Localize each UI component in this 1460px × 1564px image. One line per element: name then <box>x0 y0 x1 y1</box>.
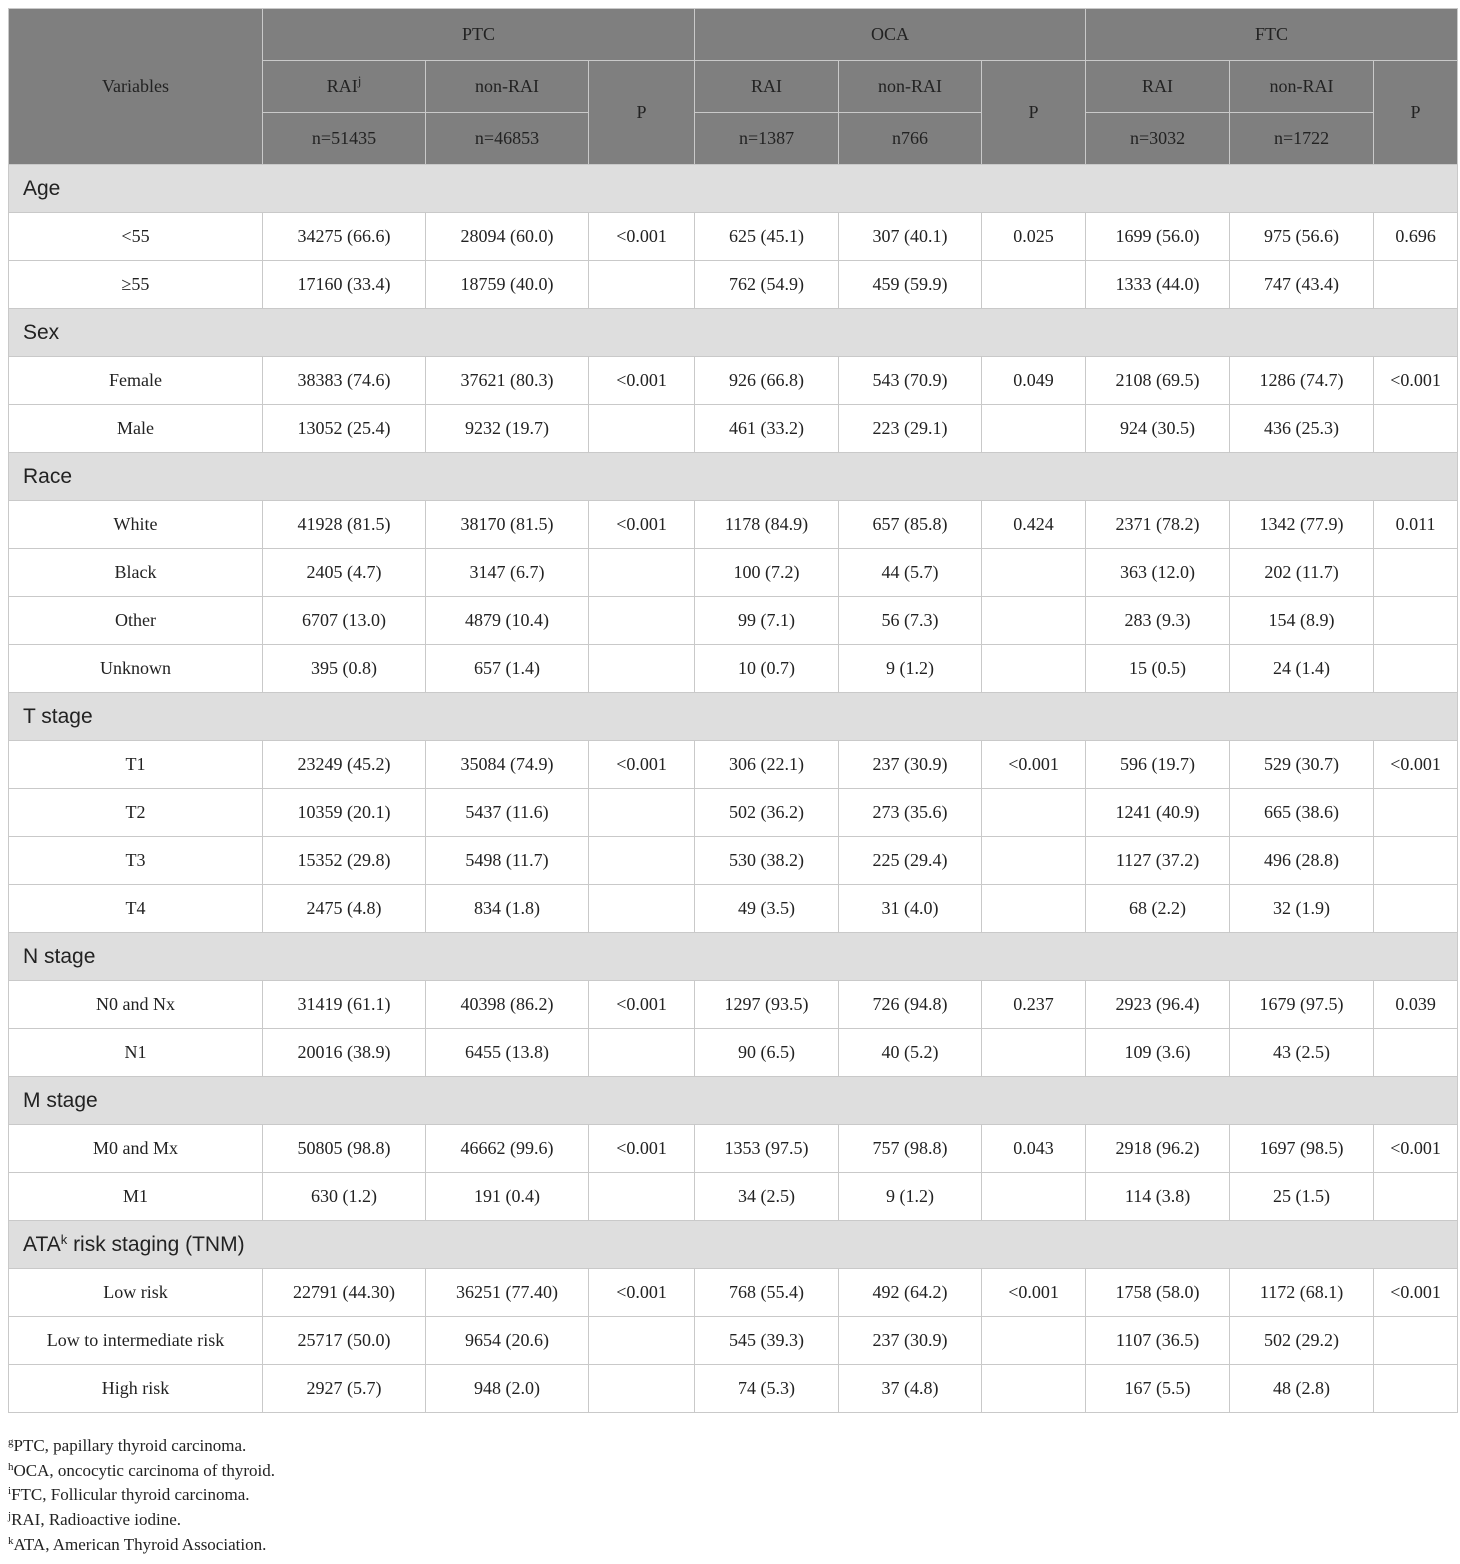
cell-ftc-non-rai: 975 (56.6) <box>1230 213 1374 261</box>
cell-ftc-p <box>1374 885 1458 933</box>
cell-ftc-p <box>1374 1317 1458 1365</box>
cell-oca-non-rai: 459 (59.9) <box>839 261 982 309</box>
table-row <box>9 213 1458 261</box>
cell-ftc-rai: 2108 (69.5) <box>1086 357 1230 405</box>
cell-oca-p: 0.043 <box>982 1125 1086 1173</box>
cell-ptc-p <box>589 789 695 837</box>
cell-ftc-non-rai: 154 (8.9) <box>1230 597 1374 645</box>
header-n-ptc-non: n=46853 <box>426 113 589 165</box>
table-row <box>9 645 1458 693</box>
cell-ftc-non-rai: 665 (38.6) <box>1230 789 1374 837</box>
cell-oca-non-rai: 37 (4.8) <box>839 1365 982 1413</box>
cell-oca-non-rai: 726 (94.8) <box>839 981 982 1029</box>
cell-ptc-rai: 38383 (74.6) <box>263 357 426 405</box>
cell-oca-non-rai: 543 (70.9) <box>839 357 982 405</box>
cell-ptc-rai: 41928 (81.5) <box>263 501 426 549</box>
header-group-ptc: PTC <box>263 9 695 61</box>
table-row <box>9 741 1458 789</box>
footnote-marker: k <box>60 1231 68 1247</box>
cell-ptc-non-rai: 28094 (60.0) <box>426 213 589 261</box>
table-row <box>9 357 1458 405</box>
cell-oca-non-rai: 9 (1.2) <box>839 645 982 693</box>
header-n-ftc-rai: n=3032 <box>1086 113 1230 165</box>
cell-oca-rai: 545 (39.3) <box>695 1317 839 1365</box>
cell-oca-p <box>982 1173 1086 1221</box>
cell-ftc-p: 0.039 <box>1374 981 1458 1029</box>
cell-ptc-p: <0.001 <box>589 1269 695 1317</box>
cell-oca-p <box>982 837 1086 885</box>
cell-ptc-rai: 630 (1.2) <box>263 1173 426 1221</box>
cell-ptc-non-rai: 37621 (80.3) <box>426 357 589 405</box>
cell-ftc-non-rai: 1172 (68.1) <box>1230 1269 1374 1317</box>
table-row <box>9 885 1458 933</box>
cell-ftc-p <box>1374 549 1458 597</box>
section-title: T stage <box>9 693 1458 741</box>
cell-ptc-non-rai: 4879 (10.4) <box>426 597 589 645</box>
results-table <box>8 8 1458 1413</box>
cell-oca-rai: 100 (7.2) <box>695 549 839 597</box>
footnote <box>8 1483 275 1508</box>
cell-oca-p <box>982 261 1086 309</box>
footnote-text: ATA, American Thyroid Association. <box>13 1534 267 1554</box>
cell-oca-rai: 461 (33.2) <box>695 405 839 453</box>
footnote-text: PTC, papillary thyroid carcinoma. <box>13 1436 247 1455</box>
footnote <box>8 1459 275 1484</box>
header-oca-p: P <box>982 61 1086 165</box>
cell-ptc-non-rai: 5498 (11.7) <box>426 837 589 885</box>
cell-ptc-p: <0.001 <box>589 501 695 549</box>
cell-variable: N0 and Nx <box>9 981 263 1029</box>
header-n-oca-rai: n=1387 <box>695 113 839 165</box>
footnote-text: FTC, Follicular thyroid carcinoma. <box>11 1485 250 1505</box>
cell-ftc-rai: 283 (9.3) <box>1086 597 1230 645</box>
cell-ptc-rai: 34275 (66.6) <box>263 213 426 261</box>
cell-ptc-non-rai: 9232 (19.7) <box>426 405 589 453</box>
section-header <box>9 933 1458 981</box>
table-row <box>9 405 1458 453</box>
cell-oca-non-rai: 757 (98.8) <box>839 1125 982 1173</box>
cell-oca-non-rai: 307 (40.1) <box>839 213 982 261</box>
cell-oca-rai: 1178 (84.9) <box>695 501 839 549</box>
cell-ptc-rai: 395 (0.8) <box>263 645 426 693</box>
cell-ftc-p: <0.001 <box>1374 1125 1458 1173</box>
header-n-ptc-rai: n=51435 <box>263 113 426 165</box>
cell-oca-non-rai: 657 (85.8) <box>839 501 982 549</box>
cell-variable: Other <box>9 597 263 645</box>
section-title <box>9 1221 1458 1269</box>
cell-ftc-non-rai: 1342 (77.9) <box>1230 501 1374 549</box>
cell-variable: M0 and Mx <box>9 1125 263 1173</box>
cell-variable: White <box>9 501 263 549</box>
cell-oca-rai: 762 (54.9) <box>695 261 839 309</box>
cell-ftc-p <box>1374 405 1458 453</box>
header-group-oca: OCA <box>695 9 1086 61</box>
section-title: M stage <box>9 1077 1458 1125</box>
cell-variable: Black <box>9 549 263 597</box>
cell-ptc-non-rai: 3147 (6.7) <box>426 549 589 597</box>
cell-ptc-rai: 22791 (44.30) <box>263 1269 426 1317</box>
cell-ptc-non-rai: 35084 (74.9) <box>426 741 589 789</box>
cell-oca-rai: 10 (0.7) <box>695 645 839 693</box>
header-ftc-p: P <box>1374 61 1458 165</box>
table-row <box>9 1365 1458 1413</box>
table-row <box>9 1125 1458 1173</box>
cell-ptc-rai: 6707 (13.0) <box>263 597 426 645</box>
cell-ftc-rai: 68 (2.2) <box>1086 885 1230 933</box>
cell-oca-non-rai: 237 (30.9) <box>839 1317 982 1365</box>
cell-ftc-non-rai: 32 (1.9) <box>1230 885 1374 933</box>
cell-ptc-rai: 15352 (29.8) <box>263 837 426 885</box>
table-row <box>9 261 1458 309</box>
cell-oca-p: 0.237 <box>982 981 1086 1029</box>
cell-ftc-p: <0.001 <box>1374 1269 1458 1317</box>
section-header <box>9 693 1458 741</box>
cell-variable: Male <box>9 405 263 453</box>
section-title-text: risk staging (TNM) <box>67 1232 245 1256</box>
cell-ptc-rai: 20016 (38.9) <box>263 1029 426 1077</box>
cell-oca-rai: 99 (7.1) <box>695 597 839 645</box>
cell-ftc-rai: 1107 (36.5) <box>1086 1317 1230 1365</box>
cell-ptc-non-rai: 38170 (81.5) <box>426 501 589 549</box>
section-title-text: ATA <box>23 1232 61 1256</box>
cell-ftc-p <box>1374 789 1458 837</box>
cell-oca-rai: 34 (2.5) <box>695 1173 839 1221</box>
cell-oca-non-rai: 9 (1.2) <box>839 1173 982 1221</box>
cell-ftc-p: <0.001 <box>1374 357 1458 405</box>
cell-ftc-p: 0.696 <box>1374 213 1458 261</box>
cell-ptc-rai: 25717 (50.0) <box>263 1317 426 1365</box>
cell-ptc-p: <0.001 <box>589 213 695 261</box>
cell-ptc-p <box>589 1317 695 1365</box>
footnote <box>8 1533 275 1558</box>
header-ptc-p: P <box>589 61 695 165</box>
cell-ptc-rai: 2927 (5.7) <box>263 1365 426 1413</box>
section-title: Sex <box>9 309 1458 357</box>
cell-oca-rai: 1297 (93.5) <box>695 981 839 1029</box>
cell-ftc-rai: 2923 (96.4) <box>1086 981 1230 1029</box>
cell-oca-non-rai: 225 (29.4) <box>839 837 982 885</box>
cell-oca-p <box>982 885 1086 933</box>
cell-ptc-p <box>589 645 695 693</box>
cell-oca-p: 0.424 <box>982 501 1086 549</box>
cell-ptc-p <box>589 549 695 597</box>
table-row <box>9 1269 1458 1317</box>
cell-ptc-non-rai: 46662 (99.6) <box>426 1125 589 1173</box>
header-n-oca-non: n766 <box>839 113 982 165</box>
cell-ptc-p <box>589 1173 695 1221</box>
cell-ptc-p <box>589 405 695 453</box>
cell-oca-p: <0.001 <box>982 1269 1086 1317</box>
cell-ptc-p: <0.001 <box>589 981 695 1029</box>
table-row <box>9 789 1458 837</box>
cell-ftc-rai: 167 (5.5) <box>1086 1365 1230 1413</box>
cell-ftc-non-rai: 747 (43.4) <box>1230 261 1374 309</box>
cell-variable: Female <box>9 357 263 405</box>
cell-ptc-non-rai: 36251 (77.40) <box>426 1269 589 1317</box>
cell-ftc-rai: 2371 (78.2) <box>1086 501 1230 549</box>
cell-oca-rai: 502 (36.2) <box>695 789 839 837</box>
cell-ftc-non-rai: 43 (2.5) <box>1230 1029 1374 1077</box>
cell-variable: T4 <box>9 885 263 933</box>
cell-ptc-p: <0.001 <box>589 741 695 789</box>
cell-ftc-rai: 1241 (40.9) <box>1086 789 1230 837</box>
cell-oca-rai: 768 (55.4) <box>695 1269 839 1317</box>
cell-ptc-non-rai: 191 (0.4) <box>426 1173 589 1221</box>
cell-ftc-p <box>1374 1173 1458 1221</box>
footnote-marker: k <box>8 1534 14 1547</box>
cell-variable: M1 <box>9 1173 263 1221</box>
cell-ptc-rai: 50805 (98.8) <box>263 1125 426 1173</box>
cell-ptc-non-rai: 657 (1.4) <box>426 645 589 693</box>
cell-oca-non-rai: 492 (64.2) <box>839 1269 982 1317</box>
cell-oca-rai: 49 (3.5) <box>695 885 839 933</box>
table-row <box>9 549 1458 597</box>
section-header <box>9 309 1458 357</box>
cell-oca-p <box>982 405 1086 453</box>
cell-oca-rai: 306 (22.1) <box>695 741 839 789</box>
cell-ftc-rai: 1333 (44.0) <box>1086 261 1230 309</box>
table-row <box>9 501 1458 549</box>
footnote <box>8 1508 275 1533</box>
cell-variable: T3 <box>9 837 263 885</box>
cell-ftc-rai: 924 (30.5) <box>1086 405 1230 453</box>
cell-oca-non-rai: 223 (29.1) <box>839 405 982 453</box>
cell-ftc-rai: 596 (19.7) <box>1086 741 1230 789</box>
cell-variable: T2 <box>9 789 263 837</box>
cell-variable: Low to intermediate risk <box>9 1317 263 1365</box>
cell-ftc-p: 0.011 <box>1374 501 1458 549</box>
cell-oca-p <box>982 1317 1086 1365</box>
cell-oca-p <box>982 1029 1086 1077</box>
cell-ptc-rai: 31419 (61.1) <box>263 981 426 1029</box>
cell-ptc-p: <0.001 <box>589 357 695 405</box>
cell-ftc-non-rai: 1679 (97.5) <box>1230 981 1374 1029</box>
cell-ptc-rai: 17160 (33.4) <box>263 261 426 309</box>
cell-ptc-p <box>589 261 695 309</box>
section-title: Age <box>9 165 1458 213</box>
header-ftc-non-rai: non-RAI <box>1230 61 1374 113</box>
header-oca-rai: RAI <box>695 61 839 113</box>
cell-ptc-rai: 23249 (45.2) <box>263 741 426 789</box>
cell-ftc-p: <0.001 <box>1374 741 1458 789</box>
cell-ftc-rai: 15 (0.5) <box>1086 645 1230 693</box>
cell-oca-rai: 90 (6.5) <box>695 1029 839 1077</box>
table-row <box>9 597 1458 645</box>
header-variables: Variables <box>9 9 263 165</box>
footnotes <box>8 1434 275 1557</box>
cell-ftc-non-rai: 502 (29.2) <box>1230 1317 1374 1365</box>
cell-oca-p <box>982 789 1086 837</box>
cell-ftc-p <box>1374 261 1458 309</box>
cell-ftc-rai: 109 (3.6) <box>1086 1029 1230 1077</box>
cell-ftc-non-rai: 25 (1.5) <box>1230 1173 1374 1221</box>
cell-ptc-rai: 13052 (25.4) <box>263 405 426 453</box>
cell-ftc-non-rai: 202 (11.7) <box>1230 549 1374 597</box>
cell-oca-p <box>982 549 1086 597</box>
section-header <box>9 1221 1458 1269</box>
header-n-ftc-non: n=1722 <box>1230 113 1374 165</box>
cell-ftc-non-rai: 1286 (74.7) <box>1230 357 1374 405</box>
table-row <box>9 1029 1458 1077</box>
cell-ptc-p <box>589 837 695 885</box>
cell-ptc-p <box>589 597 695 645</box>
cell-variable: High risk <box>9 1365 263 1413</box>
cell-ptc-non-rai: 9654 (20.6) <box>426 1317 589 1365</box>
section-header <box>9 165 1458 213</box>
cell-ftc-p <box>1374 597 1458 645</box>
cell-ftc-p <box>1374 837 1458 885</box>
cell-ftc-non-rai: 1697 (98.5) <box>1230 1125 1374 1173</box>
header-oca-non-rai: non-RAI <box>839 61 982 113</box>
footnote-marker: h <box>8 1460 14 1473</box>
cell-ptc-non-rai: 6455 (13.8) <box>426 1029 589 1077</box>
cell-ftc-rai: 1699 (56.0) <box>1086 213 1230 261</box>
cell-ptc-non-rai: 40398 (86.2) <box>426 981 589 1029</box>
cell-oca-rai: 74 (5.3) <box>695 1365 839 1413</box>
cell-ptc-p <box>589 1029 695 1077</box>
cell-oca-rai: 530 (38.2) <box>695 837 839 885</box>
header-group-ftc: FTC <box>1086 9 1458 61</box>
cell-variable: N1 <box>9 1029 263 1077</box>
cell-ftc-non-rai: 529 (30.7) <box>1230 741 1374 789</box>
table-row <box>9 837 1458 885</box>
cell-ptc-non-rai: 5437 (11.6) <box>426 789 589 837</box>
cell-ptc-rai: 2405 (4.7) <box>263 549 426 597</box>
cell-oca-non-rai: 40 (5.2) <box>839 1029 982 1077</box>
cell-variable: <55 <box>9 213 263 261</box>
section-header <box>9 1077 1458 1125</box>
cell-oca-rai: 625 (45.1) <box>695 213 839 261</box>
cell-oca-non-rai: 273 (35.6) <box>839 789 982 837</box>
cell-oca-p <box>982 645 1086 693</box>
cell-ftc-rai: 1127 (37.2) <box>1086 837 1230 885</box>
cell-ftc-rai: 2918 (96.2) <box>1086 1125 1230 1173</box>
header-ptc-non-rai: non-RAI <box>426 61 589 113</box>
section-title: N stage <box>9 933 1458 981</box>
table-row <box>9 981 1458 1029</box>
cell-ptc-p <box>589 885 695 933</box>
footnote-marker: g <box>8 1436 14 1448</box>
cell-ptc-non-rai: 834 (1.8) <box>426 885 589 933</box>
cell-ftc-rai: 1758 (58.0) <box>1086 1269 1230 1317</box>
cell-oca-non-rai: 56 (7.3) <box>839 597 982 645</box>
cell-oca-rai: 926 (66.8) <box>695 357 839 405</box>
cell-ftc-non-rai: 436 (25.3) <box>1230 405 1374 453</box>
footnote-text: RAI, Radioactive iodine. <box>11 1510 182 1530</box>
cell-oca-non-rai: 44 (5.7) <box>839 549 982 597</box>
footnote-text: OCA, oncocytic carcinoma of thyroid. <box>13 1460 276 1480</box>
table-body <box>9 165 1458 1413</box>
table-row <box>9 1317 1458 1365</box>
table-row <box>9 1173 1458 1221</box>
cell-ftc-non-rai: 496 (28.8) <box>1230 837 1374 885</box>
cell-ptc-non-rai: 948 (2.0) <box>426 1365 589 1413</box>
cell-variable: Unknown <box>9 645 263 693</box>
cell-ftc-p <box>1374 1365 1458 1413</box>
cell-ptc-non-rai: 18759 (40.0) <box>426 261 589 309</box>
cell-ftc-p <box>1374 1029 1458 1077</box>
cell-ptc-rai: 10359 (20.1) <box>263 789 426 837</box>
footnote-marker: j <box>8 1510 12 1523</box>
cell-oca-non-rai: 237 (30.9) <box>839 741 982 789</box>
section-header <box>9 453 1458 501</box>
cell-ptc-rai: 2475 (4.8) <box>263 885 426 933</box>
cell-variable: Low risk <box>9 1269 263 1317</box>
cell-oca-p <box>982 597 1086 645</box>
cell-oca-p: 0.025 <box>982 213 1086 261</box>
cell-ptc-p: <0.001 <box>589 1125 695 1173</box>
cell-oca-rai: 1353 (97.5) <box>695 1125 839 1173</box>
cell-oca-p <box>982 1365 1086 1413</box>
cell-oca-p: 0.049 <box>982 357 1086 405</box>
cell-ftc-p <box>1374 645 1458 693</box>
footnote-marker: i <box>8 1485 12 1498</box>
cell-variable: ≥55 <box>9 261 263 309</box>
table-header <box>9 9 1458 165</box>
footnote <box>8 1434 275 1459</box>
cell-variable: T1 <box>9 741 263 789</box>
cell-ftc-non-rai: 24 (1.4) <box>1230 645 1374 693</box>
section-title: Race <box>9 453 1458 501</box>
cell-ftc-non-rai: 48 (2.8) <box>1230 1365 1374 1413</box>
header-ftc-rai: RAI <box>1086 61 1230 113</box>
cell-ftc-rai: 363 (12.0) <box>1086 549 1230 597</box>
cell-oca-p: <0.001 <box>982 741 1086 789</box>
cell-ftc-rai: 114 (3.8) <box>1086 1173 1230 1221</box>
header-ptc-rai: RAI$^j$ <box>263 61 426 113</box>
cell-ptc-p <box>589 1365 695 1413</box>
cell-oca-non-rai: 31 (4.0) <box>839 885 982 933</box>
